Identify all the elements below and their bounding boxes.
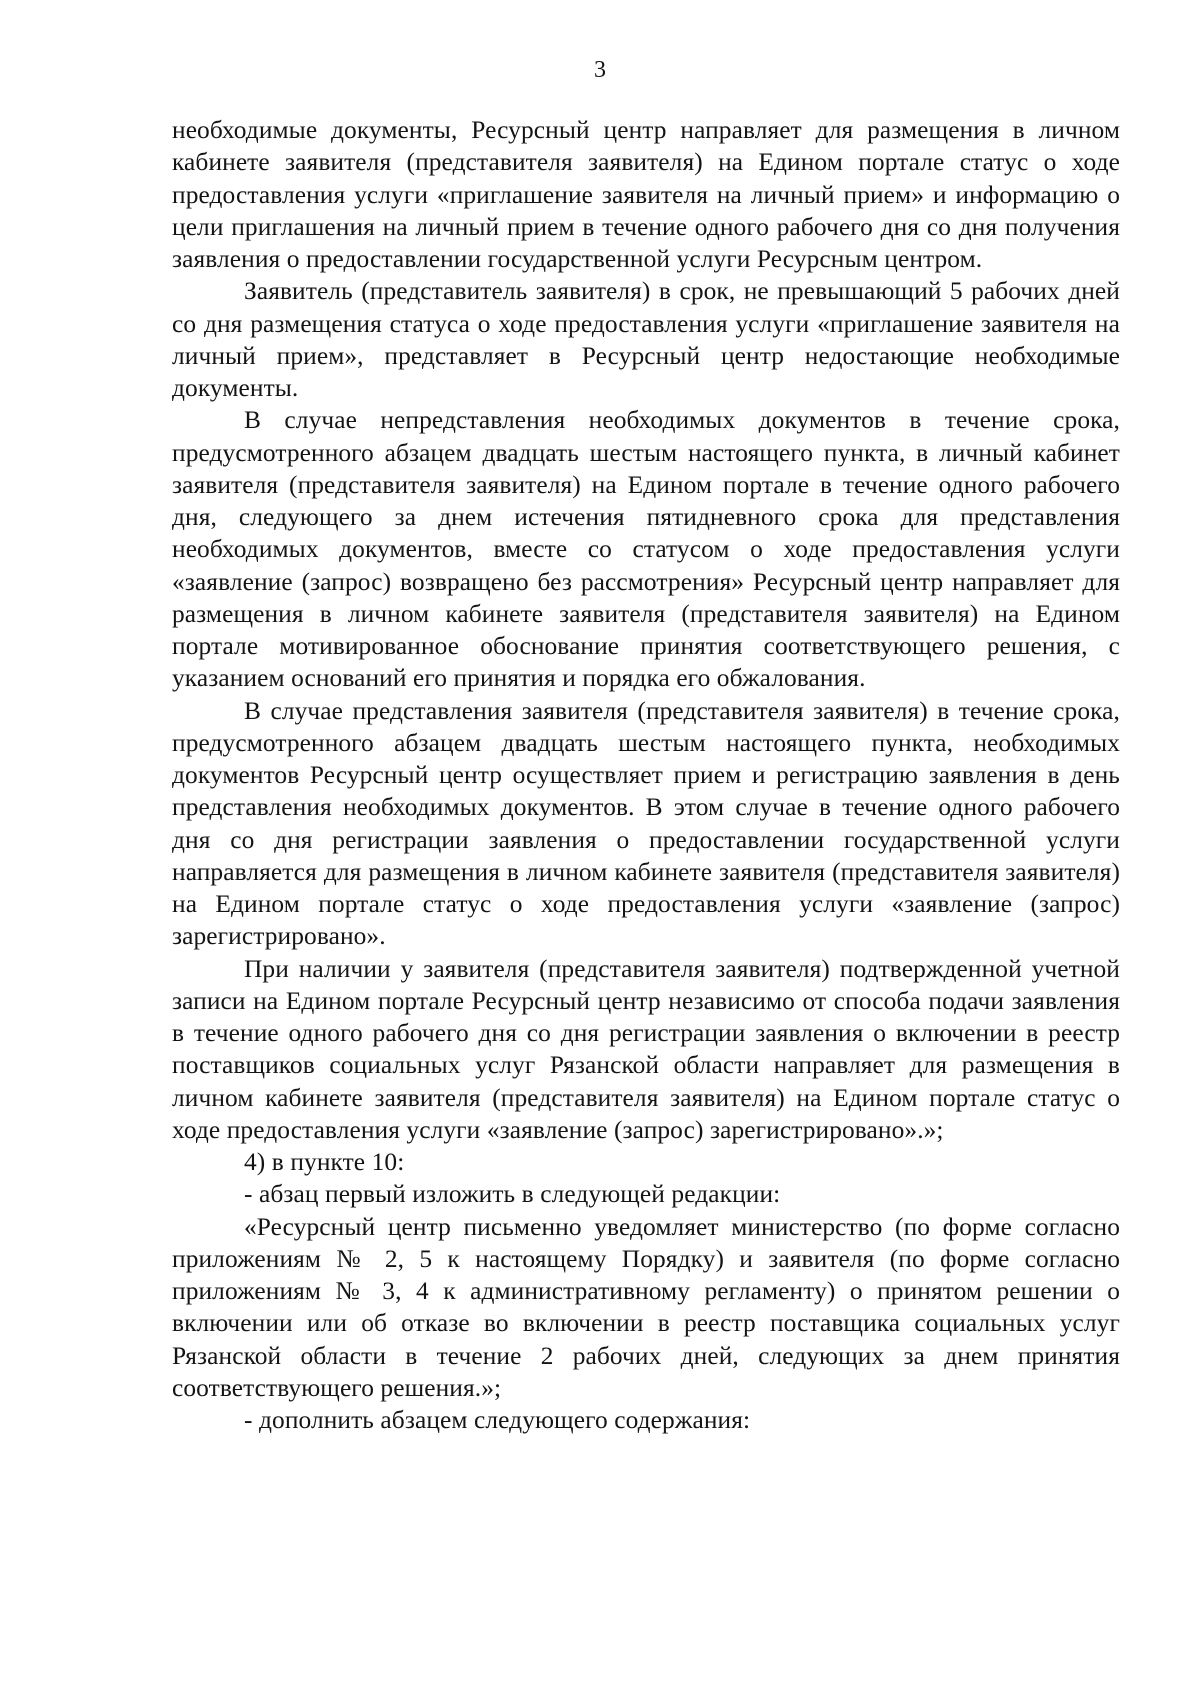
paragraph-first-abzac: - абзац первый изложить в следующей редакции: [244,1180,781,1209]
paragraph-non-submission: В случае непредставления необходимых документов в течение срока, предусмотренного абзацем двадцать шестым настоящего пункта, в личный кабинет заявителя (представителя заявителя) на Едином портале в течение одного рабочего дня, следующего за днем истечения пятидневного срока для представления необходимых документов, вместе со статусом о ходе предоставления услуги «заявление (запрос) возвращено без рассмотрения» Ресурсный центр направляет для размещения в личном кабинете заявителя (представителя заявителя) на Едином портале мотивированное обоснование принятия соответствующего решения, с указанием оснований его принятия и порядка его обжалования. [172,406,1120,693]
page-number: 3 [594,57,606,83]
document-body [172,114,1120,1436]
paragraph-supplement: - дополнить абзацем следующего содержания: [244,1406,751,1434]
paragraph-confirmed-account: При наличии у заявителя (представителя заявителя) подтвержденной учетной записи на Едином портале Ресурсный центр независимо от способа подачи заявления в течение одного рабочего дня со дня регистрации заявления о включении в реестр поставщиков социальных услуг Рязанской области направляет для размещения в личном кабинете заявителя (представителя заявителя) на Едином портале статус о ходе предоставления услуги «заявление (запрос) зарегистрировано».»; [172,954,1120,1144]
paragraph-applicant-deadline: Заявитель (представитель заявителя) в срок, не превышающий 5 рабочих дней со дня размещения статуса о ходе предоставления услуги «приглашение заявителя на личный прием», представляет в Ресурсный центр недостающие необходимые документы. [172,277,1120,402]
paragraph-quoted-edit: «Ресурсный центр письменно уведомляет министерство (по форме согласно приложениям № 2, 5 к настоящему Порядку) и заявителя (по форме согласно приложениям № 3, 4 к административному регламенту) о принятом решении о включении или об отказе во включении в реестр поставщика социальных услуг Рязанской области в течение 2 рабочих дней, следующих за днем принятия соответствующего решения.»; [172,1212,1120,1402]
paragraph-item-4: 4) в пункте 10: [244,1148,405,1176]
paragraph-continuation: необходимые документы, Ресурсный центр направляет для размещения в личном кабинете заявителя (представителя заявителя) на Едином портале статус о ходе предоставления услуги «приглашение заявителя на личный прием» и информацию о цели приглашения на личный прием в течение одного рабочего дня со дня получения заявления о предоставлении государственной услуги Ресурсным центром. [172,116,1120,273]
paragraph-submission: В случае представления заявителя (представителя заявителя) в течение срока, предусмотренного абзацем двадцать шестым настоящего пункта, необходимых документов Ресурсный центр осуществляет прием и регистрацию заявления в день представления необходимых документов. В этом случае в течение одного рабочего дня со дня регистрации заявления о предоставлении государственной услуги направляется для размещения в личном кабинете заявителя (представителя заявителя) на Едином портале статус о ходе предоставления услуги «заявление (запрос) зарегистрировано». [172,696,1120,951]
